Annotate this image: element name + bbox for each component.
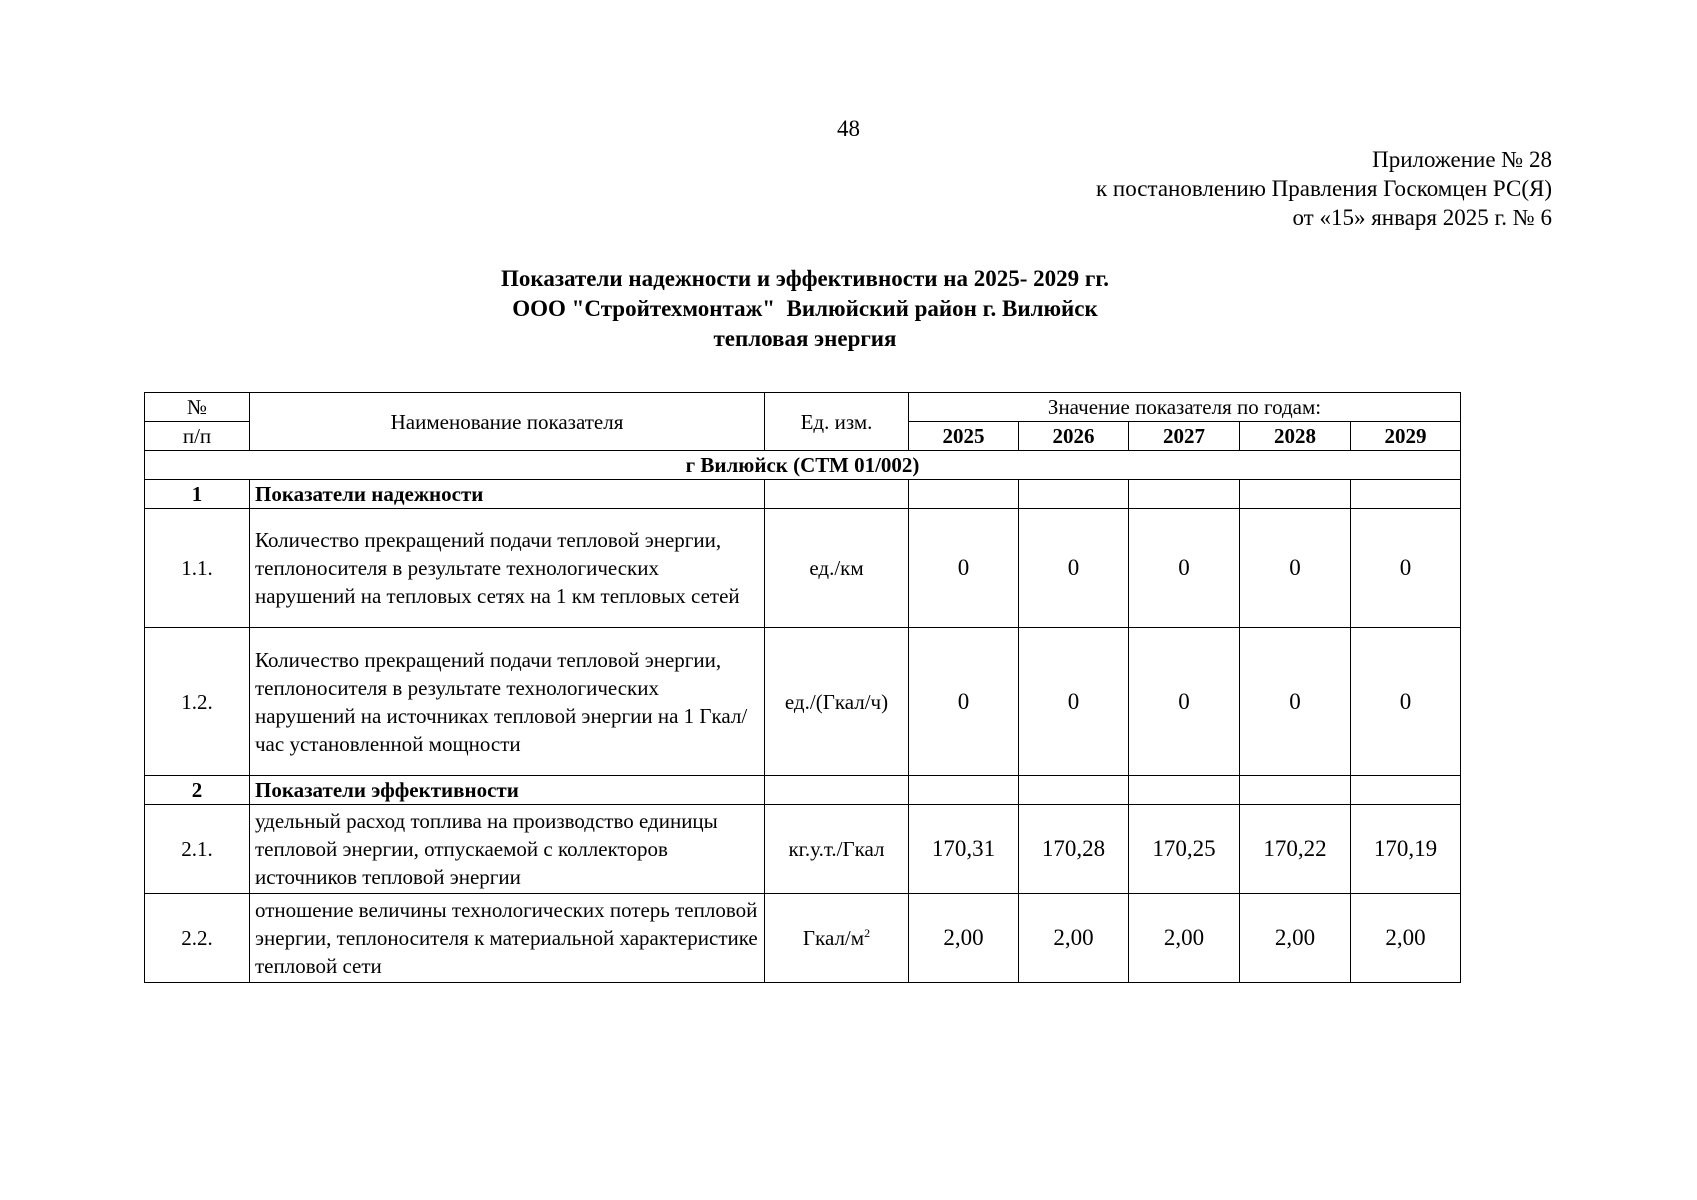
table-row	[145, 509, 1461, 628]
section-num: 2	[145, 776, 250, 805]
page-number: 48	[837, 116, 860, 141]
row-value-2028: 170,22	[1240, 805, 1351, 894]
header-name: Наименование показателя	[250, 393, 765, 451]
header-unit: Ед. изм.	[765, 393, 909, 451]
header-values-by-year: Значение показателя по годам:	[909, 393, 1461, 422]
section-row-reliability	[145, 480, 1461, 509]
table-row	[145, 628, 1461, 776]
row-num: 2.1.	[145, 805, 250, 894]
location-label: г Вилюйск (СТМ 01/002)	[145, 451, 1461, 480]
appendix-reference	[1096, 145, 1552, 232]
row-value-2029: 0	[1351, 628, 1461, 776]
indicators-table	[144, 392, 1461, 983]
row-unit: кг.у.т./Гкал	[765, 805, 909, 894]
row-num: 1.2.	[145, 628, 250, 776]
row-value-2025: 170,31	[909, 805, 1019, 894]
row-unit	[765, 894, 909, 983]
row-value-2027: 2,00	[1129, 894, 1240, 983]
section-name: Показатели надежности	[250, 480, 765, 509]
title-line-3: тепловая энергия	[713, 326, 897, 351]
title-line-1: Показатели надежности и эффективности на 2025- 2029 гг.	[501, 266, 1109, 291]
appendix-line-3: от «15» января 2025 г. № 6	[1292, 205, 1552, 230]
row-name: Количество прекращений подачи тепловой энергии, теплоносителя в результате технологических нарушений на тепловых сетях на 1 км тепловых сетей	[250, 509, 765, 628]
row-value-2027: 170,25	[1129, 805, 1240, 894]
table-row	[145, 894, 1461, 983]
section-row-efficiency	[145, 776, 1461, 805]
row-value-2029: 170,19	[1351, 805, 1461, 894]
header-row-1	[145, 393, 1461, 422]
header-year-2028: 2028	[1240, 422, 1351, 451]
row-value-2026: 0	[1019, 509, 1129, 628]
section-num: 1	[145, 480, 250, 509]
row-value-2027: 0	[1129, 509, 1240, 628]
title-line-2: ООО "Стройтехмонтаж" Вилюйский район г. Вилюйск	[512, 296, 1098, 321]
row-num: 1.1.	[145, 509, 250, 628]
header-num-top: №	[145, 393, 250, 422]
header-year-2026: 2026	[1019, 422, 1129, 451]
row-value-2025: 0	[909, 509, 1019, 628]
row-name: отношение величины технологических потерь тепловой энергии, теплоносителя к материальной характеристике тепловой сети	[250, 894, 765, 983]
appendix-line-1: Приложение № 28	[1372, 147, 1552, 172]
row-unit-superscript: 2	[864, 926, 871, 940]
row-value-2026: 0	[1019, 628, 1129, 776]
header-year-2025: 2025	[909, 422, 1019, 451]
row-value-2029: 0	[1351, 509, 1461, 628]
location-row	[145, 451, 1461, 480]
row-num: 2.2.	[145, 894, 250, 983]
row-value-2025: 0	[909, 628, 1019, 776]
row-name: удельный расход топлива на производство единицы тепловой энергии, отпускаемой с коллекторов источников тепловой энергии	[250, 805, 765, 894]
document-title	[0, 264, 1610, 354]
table-row	[145, 805, 1461, 894]
row-unit: ед./км	[765, 509, 909, 628]
row-unit-text: Гкал/м	[802, 926, 865, 950]
row-value-2026: 170,28	[1019, 805, 1129, 894]
row-value-2028: 0	[1240, 509, 1351, 628]
row-value-2028: 2,00	[1240, 894, 1351, 983]
header-year-2029: 2029	[1351, 422, 1461, 451]
appendix-line-2: к постановлению Правления Госкомцен РС(Я)	[1096, 176, 1552, 201]
row-value-2027: 0	[1129, 628, 1240, 776]
header-year-2027: 2027	[1129, 422, 1240, 451]
section-name: Показатели эффективности	[250, 776, 765, 805]
row-value-2026: 2,00	[1019, 894, 1129, 983]
row-value-2028: 0	[1240, 628, 1351, 776]
row-name: Количество прекращений подачи тепловой энергии, теплоносителя в результате технологических нарушений на источниках тепловой энергии на 1 Гкал/час установленной мощности	[250, 628, 765, 776]
row-value-2029: 2,00	[1351, 894, 1461, 983]
header-num-bottom: п/п	[145, 422, 250, 451]
row-value-2025: 2,00	[909, 894, 1019, 983]
row-unit: ед./(Гкал/ч)	[765, 628, 909, 776]
